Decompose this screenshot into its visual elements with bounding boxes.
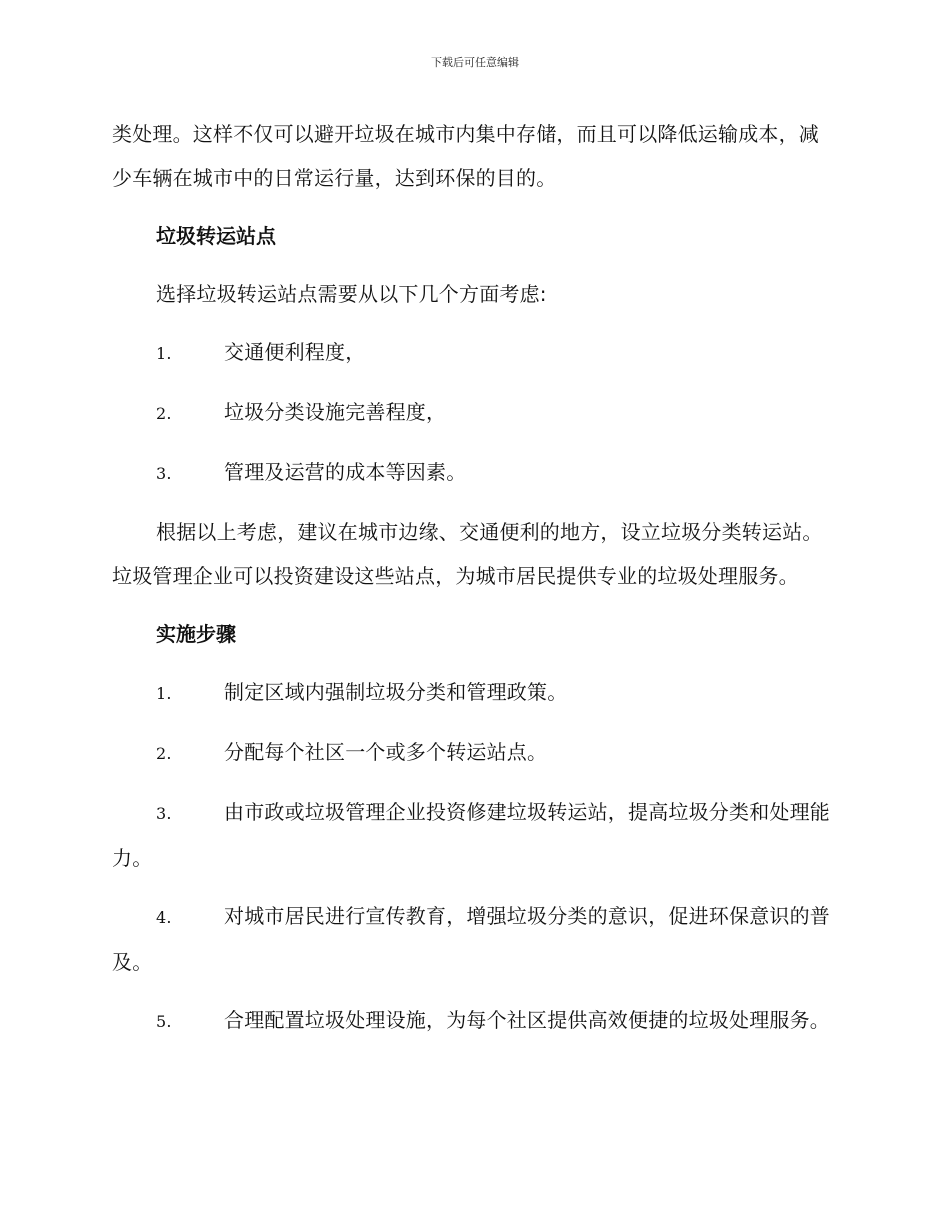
list-item-number: 3. <box>156 464 172 483</box>
list-item-number: 1. <box>156 344 172 363</box>
section-heading-transfer-stations: 垃圾转运站点 <box>156 224 276 248</box>
list-item-number: 5. <box>156 1012 172 1031</box>
page-header: 下载后可任意编辑 <box>431 56 519 69</box>
list-item-number: 2. <box>156 744 172 763</box>
list-item-text: 分配每个社区一个或多个转运站点。 <box>224 740 548 764</box>
list-item <box>112 330 834 376</box>
list-item-number: 4. <box>156 908 172 927</box>
list-item-text: 合理配置垃圾处理设施，为每个社区提供高效便捷的垃圾处理服务。 <box>224 1008 830 1032</box>
list-item <box>112 730 834 776</box>
intro-paragraph: 类处理。这样不仅可以避开垃圾在城市内集中存储，而且可以降低运输成本，减少车辆在城市中的日常运行量，达到环保的目的。 <box>112 122 819 190</box>
document-body <box>112 112 834 1058</box>
list-item-text: 制定区域内强制垃圾分类和管理政策。 <box>224 680 568 704</box>
list-item <box>112 450 834 496</box>
list-item <box>112 998 834 1044</box>
list-item-text: 管理及运营的成本等因素。 <box>224 460 467 484</box>
list-item <box>112 670 834 716</box>
list-item <box>112 790 834 880</box>
section-conclusion: 根据以上考虑，建议在城市边缘、交通便利的地方，设立垃圾分类转运站。垃圾管理企业可以投资建设这些站点，为城市居民提供专业的垃圾处理服务。 <box>112 520 823 588</box>
list-item-text: 由市政或垃圾管理企业投资修建垃圾转运站，提高垃圾分类和处理能力。 <box>112 800 830 870</box>
section-heading-implementation-steps: 实施步骤 <box>156 622 236 646</box>
list-item-text: 对城市居民进行宣传教育，增强垃圾分类的意识，促进环保意识的普及。 <box>112 904 830 974</box>
list-item <box>112 390 834 436</box>
list-item-number: 2. <box>156 404 172 423</box>
section-lead: 选择垃圾转运站点需要从以下几个方面考虑: <box>156 282 547 306</box>
list-item-text: 交通便利程度， <box>224 340 366 364</box>
list-item-number: 3. <box>156 804 172 823</box>
list-item-text: 垃圾分类设施完善程度， <box>224 400 447 424</box>
list-item-number: 1. <box>156 684 172 703</box>
list-item <box>112 894 834 984</box>
